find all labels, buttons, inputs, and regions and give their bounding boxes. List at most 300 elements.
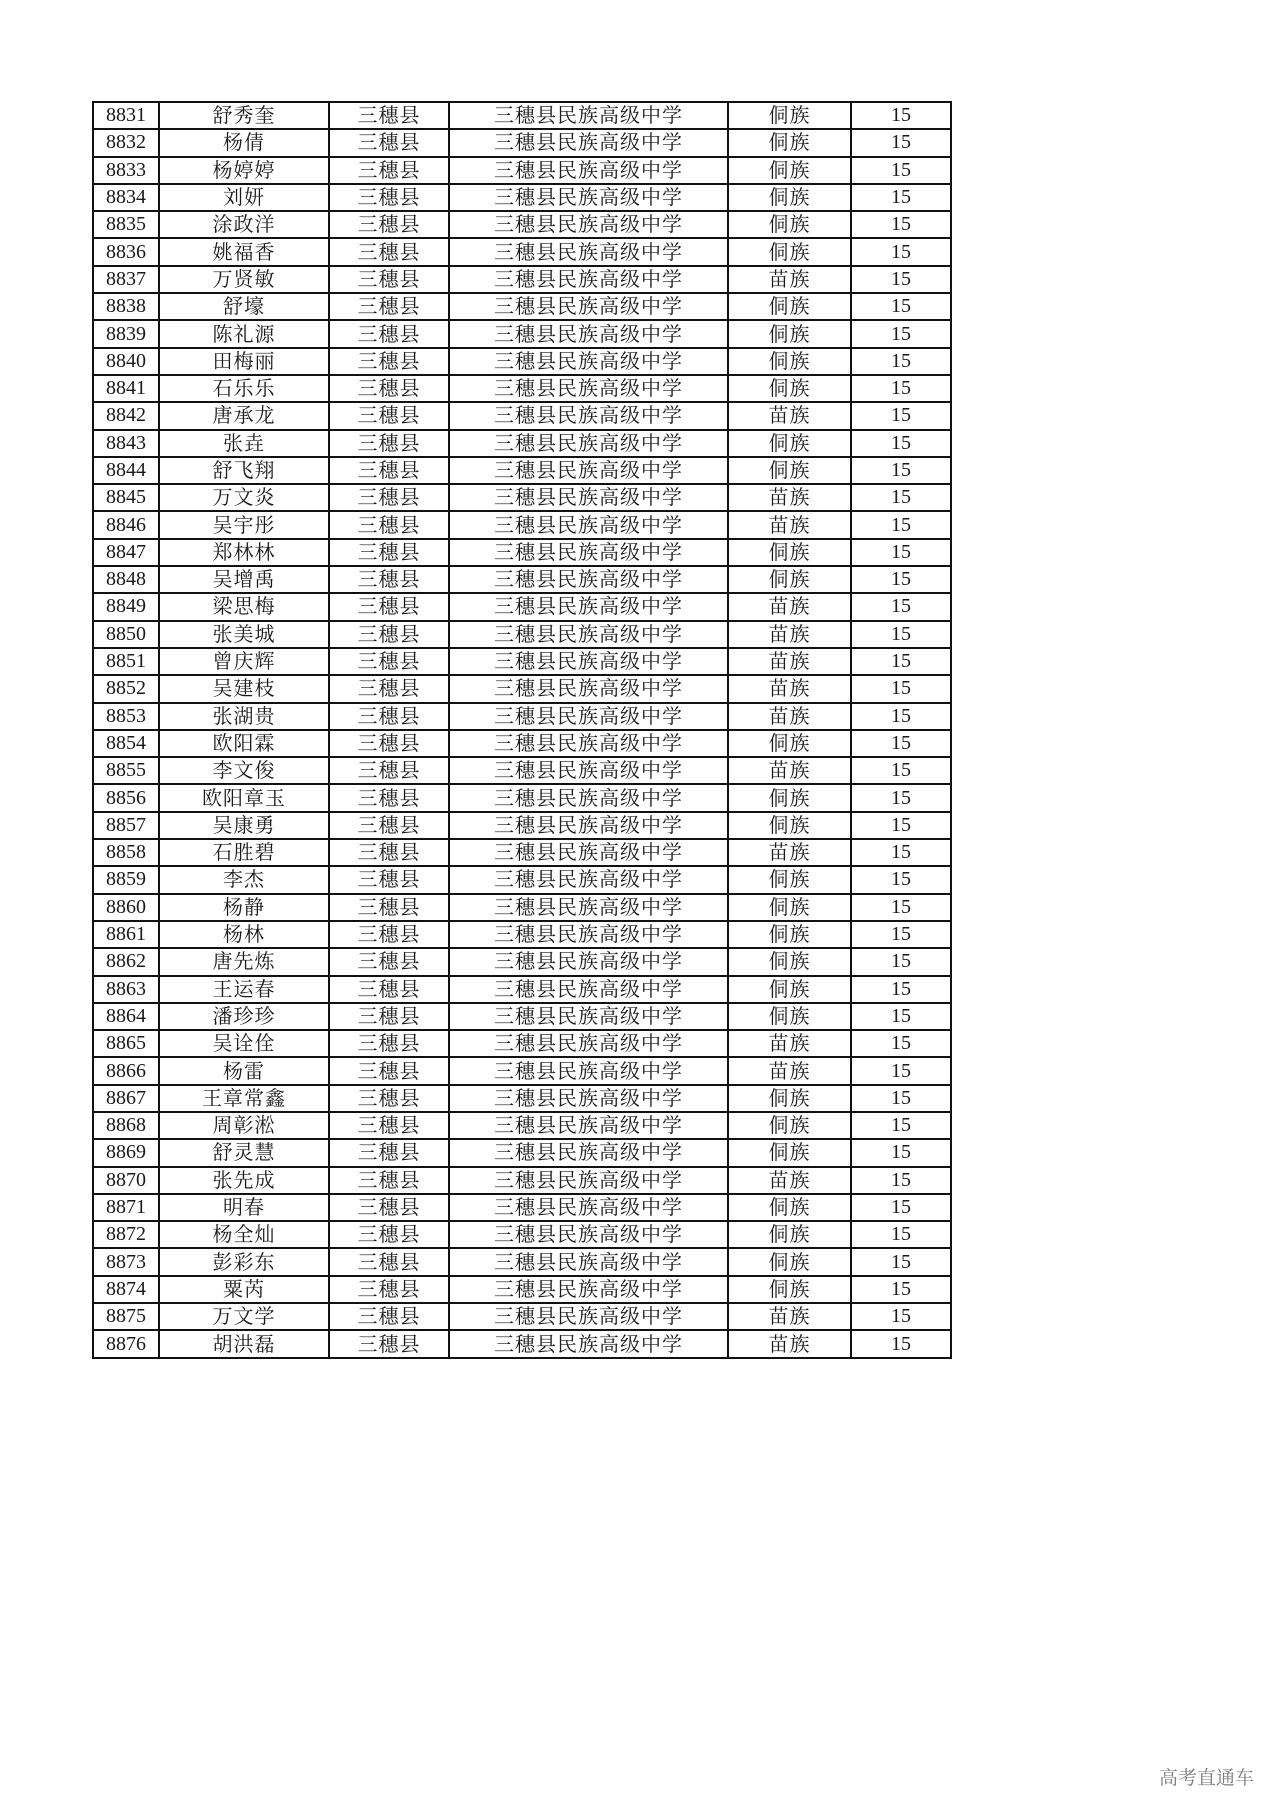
cell-name: 石胜碧 bbox=[159, 839, 329, 866]
cell-id: 8861 bbox=[93, 921, 159, 948]
table-row bbox=[93, 921, 951, 948]
cell-county: 三穗县 bbox=[329, 1112, 449, 1139]
cell-ethnicity: 侗族 bbox=[728, 1221, 851, 1248]
cell-score: 15 bbox=[851, 812, 951, 839]
table-row bbox=[93, 1221, 951, 1248]
cell-ethnicity: 侗族 bbox=[728, 375, 851, 402]
cell-ethnicity: 侗族 bbox=[728, 1248, 851, 1275]
cell-school: 三穗县民族高级中学 bbox=[449, 102, 728, 129]
cell-county: 三穗县 bbox=[329, 484, 449, 511]
cell-school: 三穗县民族高级中学 bbox=[449, 621, 728, 648]
cell-ethnicity: 侗族 bbox=[728, 320, 851, 347]
cell-school: 三穗县民族高级中学 bbox=[449, 1057, 728, 1084]
cell-id: 8831 bbox=[93, 102, 159, 129]
cell-name: 张美城 bbox=[159, 621, 329, 648]
cell-name: 舒飞翔 bbox=[159, 457, 329, 484]
cell-score: 15 bbox=[851, 1330, 951, 1357]
cell-id: 8835 bbox=[93, 211, 159, 238]
cell-school: 三穗县民族高级中学 bbox=[449, 129, 728, 156]
cell-name: 李文俊 bbox=[159, 757, 329, 784]
cell-name: 吴宇彤 bbox=[159, 511, 329, 538]
cell-id: 8856 bbox=[93, 784, 159, 811]
cell-ethnicity: 苗族 bbox=[728, 1167, 851, 1194]
cell-county: 三穗县 bbox=[329, 1248, 449, 1275]
cell-score: 15 bbox=[851, 129, 951, 156]
cell-id: 8834 bbox=[93, 184, 159, 211]
cell-id: 8841 bbox=[93, 375, 159, 402]
cell-ethnicity: 苗族 bbox=[728, 402, 851, 429]
cell-id: 8872 bbox=[93, 1221, 159, 1248]
cell-ethnicity: 苗族 bbox=[728, 675, 851, 702]
cell-school: 三穗县民族高级中学 bbox=[449, 976, 728, 1003]
cell-id: 8855 bbox=[93, 757, 159, 784]
cell-ethnicity: 苗族 bbox=[728, 839, 851, 866]
cell-county: 三穗县 bbox=[329, 402, 449, 429]
cell-name: 张湖贵 bbox=[159, 703, 329, 730]
cell-ethnicity: 苗族 bbox=[728, 1303, 851, 1330]
cell-score: 15 bbox=[851, 211, 951, 238]
cell-school: 三穗县民族高级中学 bbox=[449, 1139, 728, 1166]
cell-score: 15 bbox=[851, 430, 951, 457]
cell-ethnicity: 侗族 bbox=[728, 784, 851, 811]
cell-ethnicity: 侗族 bbox=[728, 430, 851, 457]
cell-name: 胡洪磊 bbox=[159, 1330, 329, 1357]
cell-id: 8853 bbox=[93, 703, 159, 730]
cell-ethnicity: 侗族 bbox=[728, 348, 851, 375]
cell-county: 三穗县 bbox=[329, 457, 449, 484]
table-row bbox=[93, 157, 951, 184]
cell-id: 8843 bbox=[93, 430, 159, 457]
cell-school: 三穗县民族高级中学 bbox=[449, 1303, 728, 1330]
table-row bbox=[93, 1003, 951, 1030]
cell-school: 三穗县民族高级中学 bbox=[449, 539, 728, 566]
cell-name: 吴增禹 bbox=[159, 566, 329, 593]
cell-name: 唐承龙 bbox=[159, 402, 329, 429]
cell-ethnicity: 苗族 bbox=[728, 484, 851, 511]
cell-id: 8876 bbox=[93, 1330, 159, 1357]
cell-school: 三穗县民族高级中学 bbox=[449, 866, 728, 893]
cell-id: 8867 bbox=[93, 1085, 159, 1112]
cell-school: 三穗县民族高级中学 bbox=[449, 894, 728, 921]
cell-score: 15 bbox=[851, 1276, 951, 1303]
cell-name: 杨倩 bbox=[159, 129, 329, 156]
table-row bbox=[93, 430, 951, 457]
cell-score: 15 bbox=[851, 320, 951, 347]
cell-id: 8840 bbox=[93, 348, 159, 375]
cell-score: 15 bbox=[851, 1167, 951, 1194]
cell-score: 15 bbox=[851, 184, 951, 211]
cell-ethnicity: 侗族 bbox=[728, 102, 851, 129]
cell-name: 明春 bbox=[159, 1194, 329, 1221]
cell-county: 三穗县 bbox=[329, 184, 449, 211]
table-row bbox=[93, 839, 951, 866]
cell-score: 15 bbox=[851, 894, 951, 921]
cell-county: 三穗县 bbox=[329, 293, 449, 320]
cell-name: 陈礼源 bbox=[159, 320, 329, 347]
cell-name: 杨全灿 bbox=[159, 1221, 329, 1248]
cell-school: 三穗县民族高级中学 bbox=[449, 730, 728, 757]
cell-ethnicity: 侗族 bbox=[728, 1112, 851, 1139]
cell-score: 15 bbox=[851, 976, 951, 1003]
cell-id: 8874 bbox=[93, 1276, 159, 1303]
cell-name: 梁思梅 bbox=[159, 593, 329, 620]
cell-score: 15 bbox=[851, 266, 951, 293]
cell-ethnicity: 侗族 bbox=[728, 948, 851, 975]
table-row bbox=[93, 566, 951, 593]
cell-id: 8858 bbox=[93, 839, 159, 866]
cell-ethnicity: 苗族 bbox=[728, 648, 851, 675]
cell-name: 吴建枝 bbox=[159, 675, 329, 702]
cell-id: 8845 bbox=[93, 484, 159, 511]
cell-county: 三穗县 bbox=[329, 539, 449, 566]
cell-county: 三穗县 bbox=[329, 566, 449, 593]
cell-county: 三穗县 bbox=[329, 430, 449, 457]
cell-county: 三穗县 bbox=[329, 812, 449, 839]
cell-id: 8854 bbox=[93, 730, 159, 757]
cell-score: 15 bbox=[851, 102, 951, 129]
cell-county: 三穗县 bbox=[329, 1276, 449, 1303]
cell-ethnicity: 侗族 bbox=[728, 921, 851, 948]
cell-score: 15 bbox=[851, 1112, 951, 1139]
cell-ethnicity: 苗族 bbox=[728, 703, 851, 730]
cell-school: 三穗县民族高级中学 bbox=[449, 839, 728, 866]
cell-ethnicity: 侗族 bbox=[728, 211, 851, 238]
table-row bbox=[93, 1085, 951, 1112]
cell-id: 8847 bbox=[93, 539, 159, 566]
cell-school: 三穗县民族高级中学 bbox=[449, 1030, 728, 1057]
cell-score: 15 bbox=[851, 157, 951, 184]
cell-ethnicity: 侗族 bbox=[728, 1085, 851, 1112]
cell-county: 三穗县 bbox=[329, 1194, 449, 1221]
cell-name: 杨静 bbox=[159, 894, 329, 921]
table-row bbox=[93, 1057, 951, 1084]
cell-id: 8875 bbox=[93, 1303, 159, 1330]
cell-id: 8833 bbox=[93, 157, 159, 184]
cell-score: 15 bbox=[851, 948, 951, 975]
cell-name: 田梅丽 bbox=[159, 348, 329, 375]
table-row bbox=[93, 402, 951, 429]
cell-name: 欧阳霖 bbox=[159, 730, 329, 757]
cell-id: 8860 bbox=[93, 894, 159, 921]
cell-ethnicity: 苗族 bbox=[728, 593, 851, 620]
cell-id: 8864 bbox=[93, 1003, 159, 1030]
cell-county: 三穗县 bbox=[329, 1167, 449, 1194]
cell-score: 15 bbox=[851, 293, 951, 320]
table-row bbox=[93, 1167, 951, 1194]
cell-score: 15 bbox=[851, 921, 951, 948]
cell-score: 15 bbox=[851, 757, 951, 784]
cell-score: 15 bbox=[851, 1194, 951, 1221]
cell-name: 王运春 bbox=[159, 976, 329, 1003]
cell-score: 15 bbox=[851, 457, 951, 484]
cell-score: 15 bbox=[851, 1303, 951, 1330]
cell-score: 15 bbox=[851, 1139, 951, 1166]
cell-school: 三穗县民族高级中学 bbox=[449, 784, 728, 811]
cell-county: 三穗县 bbox=[329, 1139, 449, 1166]
cell-name: 郑林林 bbox=[159, 539, 329, 566]
cell-id: 8832 bbox=[93, 129, 159, 156]
table-row bbox=[93, 1112, 951, 1139]
table-row bbox=[93, 348, 951, 375]
cell-id: 8868 bbox=[93, 1112, 159, 1139]
cell-name: 潘珍珍 bbox=[159, 1003, 329, 1030]
table-row bbox=[93, 675, 951, 702]
cell-school: 三穗县民族高级中学 bbox=[449, 757, 728, 784]
cell-id: 8842 bbox=[93, 402, 159, 429]
cell-school: 三穗县民族高级中学 bbox=[449, 157, 728, 184]
watermark-text: 高考直通车 bbox=[1158, 1767, 1254, 1789]
table-row bbox=[93, 484, 951, 511]
table-row bbox=[93, 129, 951, 156]
cell-school: 三穗县民族高级中学 bbox=[449, 266, 728, 293]
table-row bbox=[93, 457, 951, 484]
cell-school: 三穗县民族高级中学 bbox=[449, 457, 728, 484]
cell-ethnicity: 侗族 bbox=[728, 539, 851, 566]
cell-name: 曾庆辉 bbox=[159, 648, 329, 675]
cell-school: 三穗县民族高级中学 bbox=[449, 184, 728, 211]
cell-ethnicity: 侗族 bbox=[728, 238, 851, 265]
cell-ethnicity: 侗族 bbox=[728, 894, 851, 921]
cell-score: 15 bbox=[851, 1248, 951, 1275]
cell-id: 8838 bbox=[93, 293, 159, 320]
table-row bbox=[93, 894, 951, 921]
table-row bbox=[93, 1330, 951, 1357]
table-row bbox=[93, 784, 951, 811]
cell-school: 三穗县民族高级中学 bbox=[449, 511, 728, 538]
cell-name: 欧阳章玉 bbox=[159, 784, 329, 811]
cell-county: 三穗县 bbox=[329, 1003, 449, 1030]
cell-county: 三穗县 bbox=[329, 757, 449, 784]
cell-ethnicity: 侗族 bbox=[728, 157, 851, 184]
cell-id: 8844 bbox=[93, 457, 159, 484]
cell-ethnicity: 侗族 bbox=[728, 184, 851, 211]
cell-name: 姚福香 bbox=[159, 238, 329, 265]
cell-ethnicity: 侗族 bbox=[728, 293, 851, 320]
cell-county: 三穗县 bbox=[329, 894, 449, 921]
cell-name: 舒灵慧 bbox=[159, 1139, 329, 1166]
cell-county: 三穗县 bbox=[329, 1221, 449, 1248]
cell-ethnicity: 侗族 bbox=[728, 730, 851, 757]
cell-ethnicity: 侗族 bbox=[728, 457, 851, 484]
cell-county: 三穗县 bbox=[329, 1085, 449, 1112]
cell-score: 15 bbox=[851, 348, 951, 375]
cell-county: 三穗县 bbox=[329, 675, 449, 702]
cell-id: 8837 bbox=[93, 266, 159, 293]
table-row bbox=[93, 1194, 951, 1221]
cell-score: 15 bbox=[851, 621, 951, 648]
cell-score: 15 bbox=[851, 511, 951, 538]
cell-school: 三穗县民族高级中学 bbox=[449, 320, 728, 347]
cell-score: 15 bbox=[851, 648, 951, 675]
cell-school: 三穗县民族高级中学 bbox=[449, 375, 728, 402]
cell-county: 三穗县 bbox=[329, 211, 449, 238]
cell-id: 8862 bbox=[93, 948, 159, 975]
cell-score: 15 bbox=[851, 593, 951, 620]
cell-county: 三穗县 bbox=[329, 320, 449, 347]
cell-name: 杨雷 bbox=[159, 1057, 329, 1084]
cell-score: 15 bbox=[851, 1221, 951, 1248]
cell-county: 三穗县 bbox=[329, 948, 449, 975]
cell-id: 8852 bbox=[93, 675, 159, 702]
cell-id: 8836 bbox=[93, 238, 159, 265]
cell-school: 三穗县民族高级中学 bbox=[449, 948, 728, 975]
cell-school: 三穗县民族高级中学 bbox=[449, 1330, 728, 1357]
cell-id: 8873 bbox=[93, 1248, 159, 1275]
cell-score: 15 bbox=[851, 566, 951, 593]
cell-id: 8839 bbox=[93, 320, 159, 347]
table-row bbox=[93, 703, 951, 730]
cell-county: 三穗县 bbox=[329, 375, 449, 402]
cell-name: 万贤敏 bbox=[159, 266, 329, 293]
cell-score: 15 bbox=[851, 1030, 951, 1057]
cell-county: 三穗县 bbox=[329, 1030, 449, 1057]
cell-school: 三穗县民族高级中学 bbox=[449, 1167, 728, 1194]
cell-score: 15 bbox=[851, 1085, 951, 1112]
cell-id: 8848 bbox=[93, 566, 159, 593]
cell-ethnicity: 苗族 bbox=[728, 511, 851, 538]
cell-county: 三穗县 bbox=[329, 730, 449, 757]
cell-ethnicity: 侗族 bbox=[728, 1276, 851, 1303]
cell-score: 15 bbox=[851, 703, 951, 730]
roster-table bbox=[92, 101, 952, 1359]
table-row bbox=[93, 211, 951, 238]
cell-school: 三穗县民族高级中学 bbox=[449, 484, 728, 511]
cell-county: 三穗县 bbox=[329, 129, 449, 156]
cell-name: 张垚 bbox=[159, 430, 329, 457]
cell-ethnicity: 苗族 bbox=[728, 621, 851, 648]
cell-school: 三穗县民族高级中学 bbox=[449, 1276, 728, 1303]
table-row bbox=[93, 593, 951, 620]
cell-score: 15 bbox=[851, 539, 951, 566]
cell-county: 三穗县 bbox=[329, 348, 449, 375]
table-row bbox=[93, 102, 951, 129]
cell-score: 15 bbox=[851, 675, 951, 702]
cell-county: 三穗县 bbox=[329, 703, 449, 730]
cell-name: 周彰淞 bbox=[159, 1112, 329, 1139]
cell-ethnicity: 苗族 bbox=[728, 1330, 851, 1357]
cell-county: 三穗县 bbox=[329, 511, 449, 538]
table-row bbox=[93, 948, 951, 975]
cell-id: 8863 bbox=[93, 976, 159, 1003]
cell-county: 三穗县 bbox=[329, 266, 449, 293]
table-row bbox=[93, 511, 951, 538]
cell-school: 三穗县民族高级中学 bbox=[449, 348, 728, 375]
cell-id: 8849 bbox=[93, 593, 159, 620]
cell-school: 三穗县民族高级中学 bbox=[449, 402, 728, 429]
cell-id: 8869 bbox=[93, 1139, 159, 1166]
cell-id: 8850 bbox=[93, 621, 159, 648]
cell-name: 李杰 bbox=[159, 866, 329, 893]
table-row bbox=[93, 1139, 951, 1166]
cell-score: 15 bbox=[851, 402, 951, 429]
cell-name: 粟芮 bbox=[159, 1276, 329, 1303]
table-row bbox=[93, 1248, 951, 1275]
cell-name: 彭彩东 bbox=[159, 1248, 329, 1275]
cell-school: 三穗县民族高级中学 bbox=[449, 1003, 728, 1030]
cell-score: 15 bbox=[851, 784, 951, 811]
cell-name: 舒壕 bbox=[159, 293, 329, 320]
table-row bbox=[93, 1276, 951, 1303]
cell-name: 万文炎 bbox=[159, 484, 329, 511]
cell-ethnicity: 侗族 bbox=[728, 566, 851, 593]
table-row bbox=[93, 1030, 951, 1057]
cell-score: 15 bbox=[851, 1057, 951, 1084]
cell-school: 三穗县民族高级中学 bbox=[449, 675, 728, 702]
cell-name: 涂政洋 bbox=[159, 211, 329, 238]
cell-id: 8857 bbox=[93, 812, 159, 839]
cell-score: 15 bbox=[851, 1003, 951, 1030]
cell-county: 三穗县 bbox=[329, 593, 449, 620]
cell-school: 三穗县民族高级中学 bbox=[449, 566, 728, 593]
cell-county: 三穗县 bbox=[329, 1330, 449, 1357]
cell-school: 三穗县民族高级中学 bbox=[449, 648, 728, 675]
cell-school: 三穗县民族高级中学 bbox=[449, 238, 728, 265]
cell-school: 三穗县民族高级中学 bbox=[449, 593, 728, 620]
table-row bbox=[93, 375, 951, 402]
table-row bbox=[93, 621, 951, 648]
cell-score: 15 bbox=[851, 839, 951, 866]
table-row bbox=[93, 1303, 951, 1330]
table-row bbox=[93, 730, 951, 757]
cell-county: 三穗县 bbox=[329, 1057, 449, 1084]
table-row bbox=[93, 976, 951, 1003]
cell-id: 8846 bbox=[93, 511, 159, 538]
cell-score: 15 bbox=[851, 238, 951, 265]
cell-school: 三穗县民族高级中学 bbox=[449, 703, 728, 730]
table-row bbox=[93, 293, 951, 320]
cell-name: 吴康勇 bbox=[159, 812, 329, 839]
cell-school: 三穗县民族高级中学 bbox=[449, 1194, 728, 1221]
cell-ethnicity: 侗族 bbox=[728, 1003, 851, 1030]
cell-name: 万文学 bbox=[159, 1303, 329, 1330]
cell-county: 三穗县 bbox=[329, 621, 449, 648]
cell-score: 15 bbox=[851, 375, 951, 402]
cell-county: 三穗县 bbox=[329, 976, 449, 1003]
cell-ethnicity: 侗族 bbox=[728, 1194, 851, 1221]
cell-name: 杨林 bbox=[159, 921, 329, 948]
cell-name: 石乐乐 bbox=[159, 375, 329, 402]
cell-id: 8851 bbox=[93, 648, 159, 675]
table-row bbox=[93, 184, 951, 211]
cell-ethnicity: 苗族 bbox=[728, 1057, 851, 1084]
cell-ethnicity: 侗族 bbox=[728, 976, 851, 1003]
table-row bbox=[93, 238, 951, 265]
cell-id: 8871 bbox=[93, 1194, 159, 1221]
cell-county: 三穗县 bbox=[329, 921, 449, 948]
table-row bbox=[93, 866, 951, 893]
cell-ethnicity: 苗族 bbox=[728, 266, 851, 293]
table-row bbox=[93, 648, 951, 675]
cell-ethnicity: 侗族 bbox=[728, 1139, 851, 1166]
cell-name: 刘妍 bbox=[159, 184, 329, 211]
cell-name: 唐先炼 bbox=[159, 948, 329, 975]
cell-name: 吴诠佺 bbox=[159, 1030, 329, 1057]
cell-name: 杨婷婷 bbox=[159, 157, 329, 184]
cell-ethnicity: 侗族 bbox=[728, 866, 851, 893]
cell-school: 三穗县民族高级中学 bbox=[449, 430, 728, 457]
cell-name: 舒秀奎 bbox=[159, 102, 329, 129]
cell-id: 8866 bbox=[93, 1057, 159, 1084]
cell-county: 三穗县 bbox=[329, 784, 449, 811]
cell-county: 三穗县 bbox=[329, 1303, 449, 1330]
table-row bbox=[93, 757, 951, 784]
cell-ethnicity: 苗族 bbox=[728, 1030, 851, 1057]
cell-id: 8859 bbox=[93, 866, 159, 893]
table-row bbox=[93, 812, 951, 839]
cell-school: 三穗县民族高级中学 bbox=[449, 812, 728, 839]
cell-school: 三穗县民族高级中学 bbox=[449, 1221, 728, 1248]
cell-county: 三穗县 bbox=[329, 238, 449, 265]
